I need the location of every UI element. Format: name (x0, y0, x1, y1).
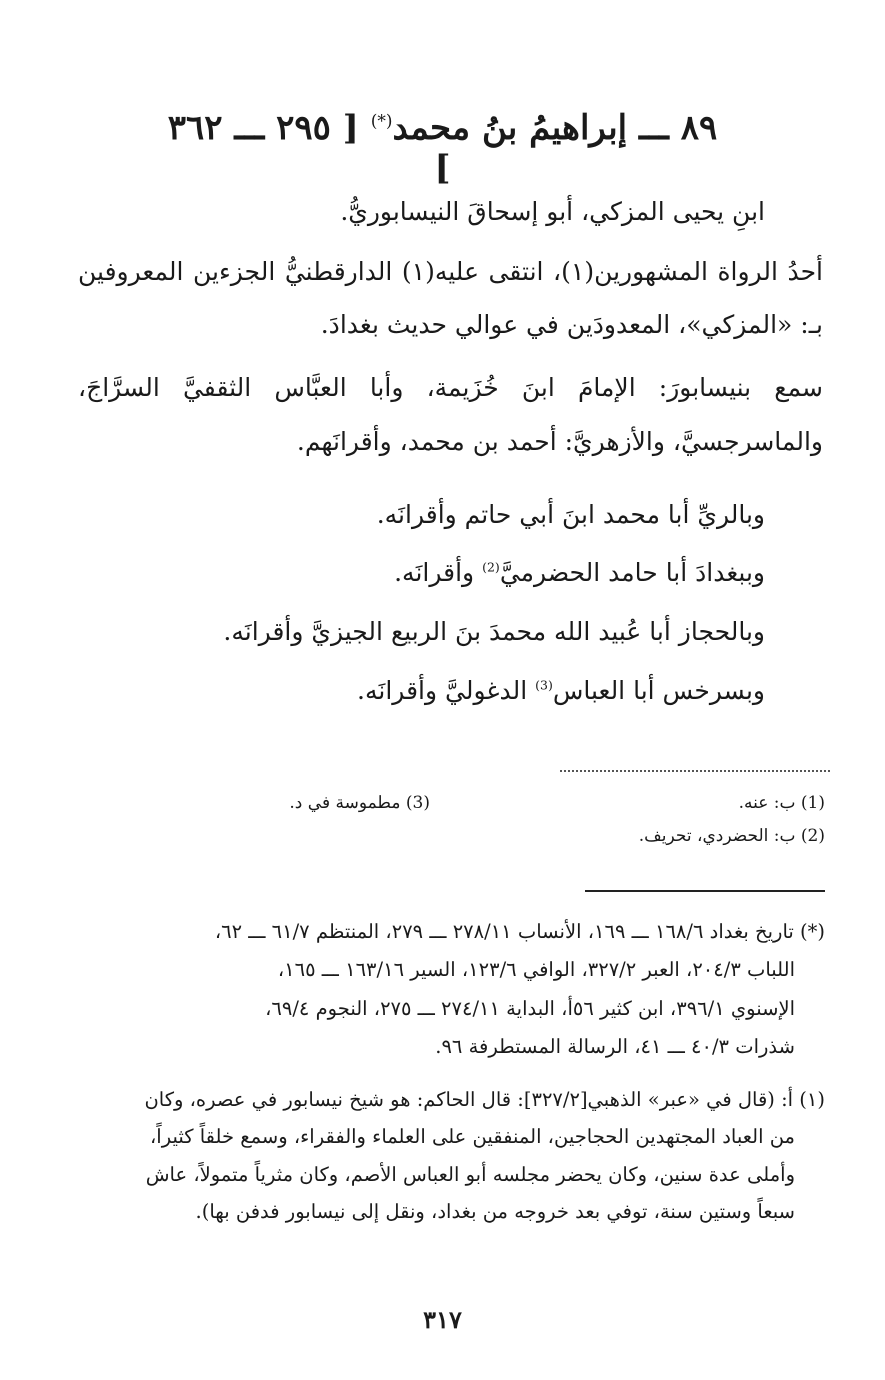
variant-note-1: (1) ب: عنه. (738, 793, 825, 813)
footnote-rule (585, 890, 825, 892)
body-line-9 (357, 676, 765, 706)
entry-name: إبراهيمُ بنُ محمد (392, 108, 628, 148)
variant-note-3: (3) مطموسة في د. (289, 793, 430, 813)
body-line-2: أحدُ الرواة المشهورين(١)، انتقى عليه(١) الدارقطنيُّ الجزءين المعروفين (78, 257, 823, 286)
body-line-7-end: وأقرانَه. (394, 558, 483, 587)
source-line-1: (*) تاريخ بغداد ١٦٨/٦ ـــ ١٦٩، الأنساب ٢٧٨/١١ ـــ ٢٧٩، المنتظم ٦١/٧ ـــ ٦٢، (214, 920, 825, 943)
footnote-1-line-1: (١) أ: (قال في «عبر» الذهبي[٣٢٧/٢]: قال الحاكم: هو شيخ نيسابور في عصره، وكان (144, 1088, 825, 1111)
variant-note-2: (2) ب: الحضردي، تحريف. (638, 826, 825, 846)
body-line-6: وبالريِّ أبا محمد ابنَ أبي حاتم وأقرانَه. (376, 500, 765, 529)
entry-marker: (*) (370, 111, 393, 132)
footnote-marker-2: (2) (482, 559, 500, 575)
body-line-3: بـ: «المزكي»، المعدودَين في عوالي حديث بغدادَ. (320, 310, 823, 339)
body-line-1: ابنِ يحيى المزكي، أبو إسحاقَ النيسابوريُّ. (340, 197, 765, 226)
body-line-7 (394, 558, 765, 588)
source-line-2: اللباب ٢٠٤/٣، العبر ٣٢٧/٢، الوافي ١٢٣/٦، السير ١٦٣/١٦ ـــ ١٦٥، (277, 958, 795, 982)
source-footnote (78, 920, 825, 1059)
source-line-3: الإسنوي ٣٩٦/١، ابن كثير ٥٦أ، البداية ٢٧٤/١١ ـــ ٢٧٥، النجوم ٦٩/٤، (265, 996, 795, 1020)
body-line-9-end: الدغوليَّ وأقرانَه. (357, 676, 536, 705)
dotted-separator (560, 770, 830, 772)
body-line-5: والماسرجسيَّ، والأزهريَّ: أحمد بن محمد، وأقرانَهم. (296, 427, 823, 456)
footnote-1-line-3: وأملى عدة سنين، وكان يحضر مجلسه أبو العباس الأصم، وكان مثرياً متمولاً، عاش (145, 1162, 795, 1186)
footnote-marker-3: (3) (535, 677, 553, 693)
entry-number: ٨٩ ـــ (638, 108, 718, 148)
footnote-1 (78, 1088, 825, 1224)
page-number: ٣١٧ (423, 1305, 462, 1334)
body-line-4: سمع بنيسابورَ: الإمامَ ابنَ خُزَيمة، وأبا العبَّاس الثقفيَّ السرَّاجَ، (78, 373, 823, 402)
body-line-9-text: وبسرخس أبا العباس (552, 676, 765, 705)
source-line-4: شذرات ٤٠/٣ ـــ ٤١، الرسالة المستطرفة ٩٦. (435, 1035, 795, 1059)
entry-dates: [ ٢٩٥ ـــ ٣٦٢ ] (167, 108, 451, 188)
footnote-1-line-2: من العباد المجتهدين الحجاجين، المنفقين على العلماء والفقراء، وسمع خلقاً كثيراً، (149, 1125, 795, 1149)
entry-title (160, 108, 725, 188)
body-line-8: وبالحجاز أبا عُبيد الله محمدَ بنَ الربيع الجيزيَّ وأقرانَه. (223, 617, 765, 646)
body-line-7-text: وببغدادَ أبا حامد الحضرميَّ (499, 558, 765, 587)
footnote-1-line-4: سبعاً وستين سنة، توفي بعد خروجه من بغداد، ونقل إلى نيسابور فدفن بها). (195, 1200, 795, 1224)
